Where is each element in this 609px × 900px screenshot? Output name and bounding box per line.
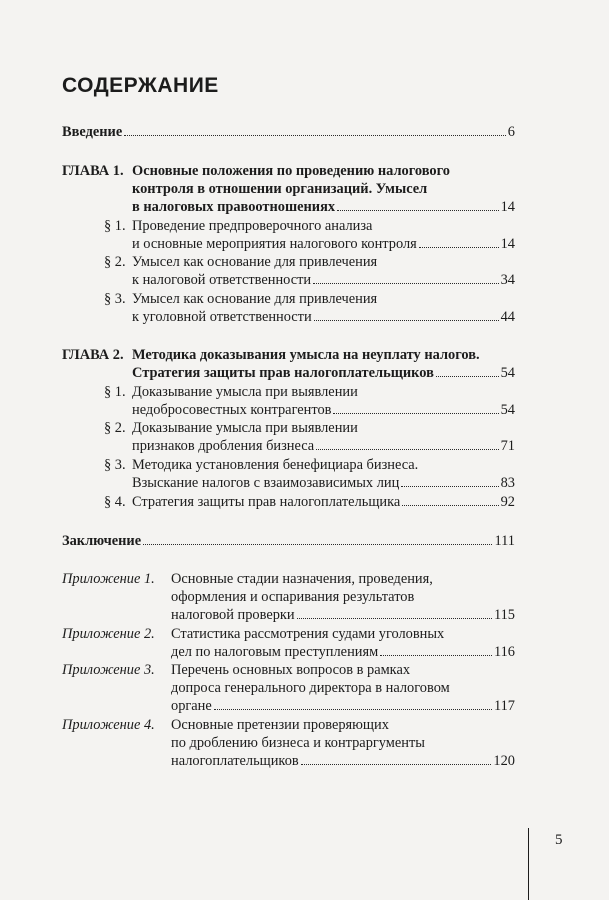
appendix4-line3[interactable]: [171, 753, 515, 769]
dot-leader: [214, 709, 492, 710]
appendix-title-text2: допроса генерального директора в налоговом: [171, 680, 450, 696]
ch2-section1-line1[interactable]: [104, 384, 358, 400]
ch1-section3-line2[interactable]: [132, 309, 515, 325]
dot-leader: [316, 449, 498, 450]
ch1-section2-line2[interactable]: [132, 272, 515, 288]
entry-page: 6: [507, 124, 515, 140]
dot-leader: [124, 135, 506, 136]
toc-entry-conclusion[interactable]: [62, 533, 515, 549]
chapter2-title-line1[interactable]: [62, 347, 480, 363]
section-number: § 3.: [104, 457, 126, 473]
appendix-page: 115: [493, 607, 515, 623]
appendix2-line2[interactable]: [171, 644, 515, 660]
appendix-title-text2: оформления и оспаривания результатов: [171, 589, 415, 605]
section-title-text1: Проведение предпроверочного анализа: [132, 218, 373, 234]
appendix-title-text2: по дроблению бизнеса и контраргументы: [171, 735, 425, 751]
section-title-text1: Умысел как основание для привлечения: [132, 291, 378, 307]
section-page: 71: [500, 438, 515, 454]
dot-leader: [297, 618, 492, 619]
dot-leader: [314, 320, 499, 321]
section-title-text2: Взыскание налогов с взаимозависимых лиц: [132, 475, 400, 491]
section-page: 92: [500, 494, 515, 510]
ch1-section3-line1[interactable]: [104, 291, 377, 307]
appendix-title-text1: Основные претензии проверяющих: [171, 717, 389, 733]
chapter2-title-text2: Стратегия защиты прав налогоплательщиков: [132, 365, 434, 381]
entry-title: Введение: [62, 124, 123, 140]
section-title-text2: к налоговой ответственности: [132, 272, 312, 288]
section-number: § 4.: [104, 494, 126, 510]
appendix-title-text3: органе: [171, 698, 212, 714]
dot-leader: [313, 283, 499, 284]
appendix-title-text3: налоговой проверки: [171, 607, 295, 623]
section-page: 54: [500, 402, 515, 418]
ch2-section3-line1[interactable]: [104, 457, 418, 473]
page-number-rule: [528, 828, 529, 900]
entry-title: Заключение: [62, 533, 142, 549]
chapter1-title-text1: Основные положения по проведению налогового: [132, 163, 450, 179]
appendix3-line1[interactable]: [62, 662, 410, 678]
dot-leader: [301, 764, 492, 765]
chapter1-label: ГЛАВА 1.: [62, 163, 124, 179]
section-title-text2: признаков дробления бизнеса: [132, 438, 315, 454]
appendix-title-text2: дел по налоговым преступлениям: [171, 644, 379, 660]
page-number: 5: [555, 832, 563, 848]
appendix-label: Приложение 4.: [62, 717, 155, 733]
chapter1-page: 14: [500, 199, 515, 215]
section-title-text2: и основные мероприятия налогового контроля: [132, 236, 417, 252]
dot-leader: [143, 544, 492, 545]
toc-entry-introduction[interactable]: [62, 124, 515, 140]
section-number: § 2.: [104, 420, 126, 436]
section-title-text1: Доказывание умысла при выявлении: [132, 384, 358, 400]
section-title-text1: Стратегия защиты прав налогоплательщика: [132, 494, 401, 510]
section-number: § 3.: [104, 291, 126, 307]
dot-leader: [337, 210, 499, 211]
section-page: 83: [500, 475, 515, 491]
dot-leader: [401, 486, 498, 487]
appendix-page: 120: [493, 753, 515, 769]
appendix-page: 116: [493, 644, 515, 660]
appendix3-line2: [171, 680, 450, 696]
section-number: § 1.: [104, 218, 126, 234]
section-title-text1: Умысел как основание для привлечения: [132, 254, 378, 270]
appendix1-line1[interactable]: [62, 571, 433, 587]
appendix4-line2: [171, 735, 425, 751]
appendix3-line3[interactable]: [171, 698, 515, 714]
appendix2-line1[interactable]: [62, 626, 444, 642]
chapter1-title-text3: в налоговых правоотношениях: [132, 199, 336, 215]
section-title-text2: к уголовной ответственности: [132, 309, 312, 325]
chapter1-title-line2: [132, 181, 427, 197]
appendix-page: 117: [493, 698, 515, 714]
chapter1-title-line1[interactable]: [62, 163, 450, 179]
chapter2-page: 54: [500, 365, 515, 381]
section-title-text2: недобросовестных контрагентов: [132, 402, 332, 418]
chapter1-title-line3[interactable]: [132, 199, 515, 215]
appendix-label: Приложение 3.: [62, 662, 155, 678]
ch2-section2-line1[interactable]: [104, 420, 358, 436]
appendix-label: Приложение 1.: [62, 571, 155, 587]
appendix-title-text1: Перечень основных вопросов в рамках: [171, 662, 411, 678]
section-number: § 1.: [104, 384, 126, 400]
appendix1-line3[interactable]: [171, 607, 515, 623]
ch1-section2-line1[interactable]: [104, 254, 377, 270]
section-page: 44: [500, 309, 515, 325]
ch2-section3-line2[interactable]: [132, 475, 515, 491]
appendix-label: Приложение 2.: [62, 626, 155, 642]
appendix-title-text1: Основные стадии назначения, проведения,: [171, 571, 433, 587]
dot-leader: [333, 413, 498, 414]
dot-leader: [419, 247, 499, 248]
section-title-text1: Доказывание умысла при выявлении: [132, 420, 358, 436]
chapter1-title-text2: контроля в отношении организаций. Умысел: [132, 181, 428, 197]
entry-page: 111: [494, 533, 515, 549]
ch2-section2-line2[interactable]: [132, 438, 515, 454]
page-title: СОДЕРЖАНИЕ: [62, 74, 219, 97]
appendix-title-text3: налогоплательщиков: [171, 753, 299, 769]
appendix1-line2: [171, 589, 414, 605]
appendix4-line1[interactable]: [62, 717, 389, 733]
chapter2-title-line2[interactable]: [132, 365, 515, 381]
dot-leader: [380, 655, 492, 656]
section-page: 14: [500, 236, 515, 252]
ch2-section4-line1[interactable]: [104, 494, 515, 510]
section-page: 34: [500, 272, 515, 288]
dot-leader: [402, 505, 498, 506]
ch2-section1-line2[interactable]: [132, 402, 515, 418]
chapter2-label: ГЛАВА 2.: [62, 347, 124, 363]
dot-leader: [436, 376, 499, 377]
section-number: § 2.: [104, 254, 126, 270]
ch1-section1-line2[interactable]: [132, 236, 515, 252]
section-title-text1: Методика установления бенефициара бизнеса.: [132, 457, 419, 473]
ch1-section1-line1[interactable]: [104, 218, 372, 234]
appendix-title-text1: Статистика рассмотрения судами уголовных: [171, 626, 445, 642]
chapter2-title-text1: Методика доказывания умысла на неуплату налогов.: [132, 347, 480, 363]
